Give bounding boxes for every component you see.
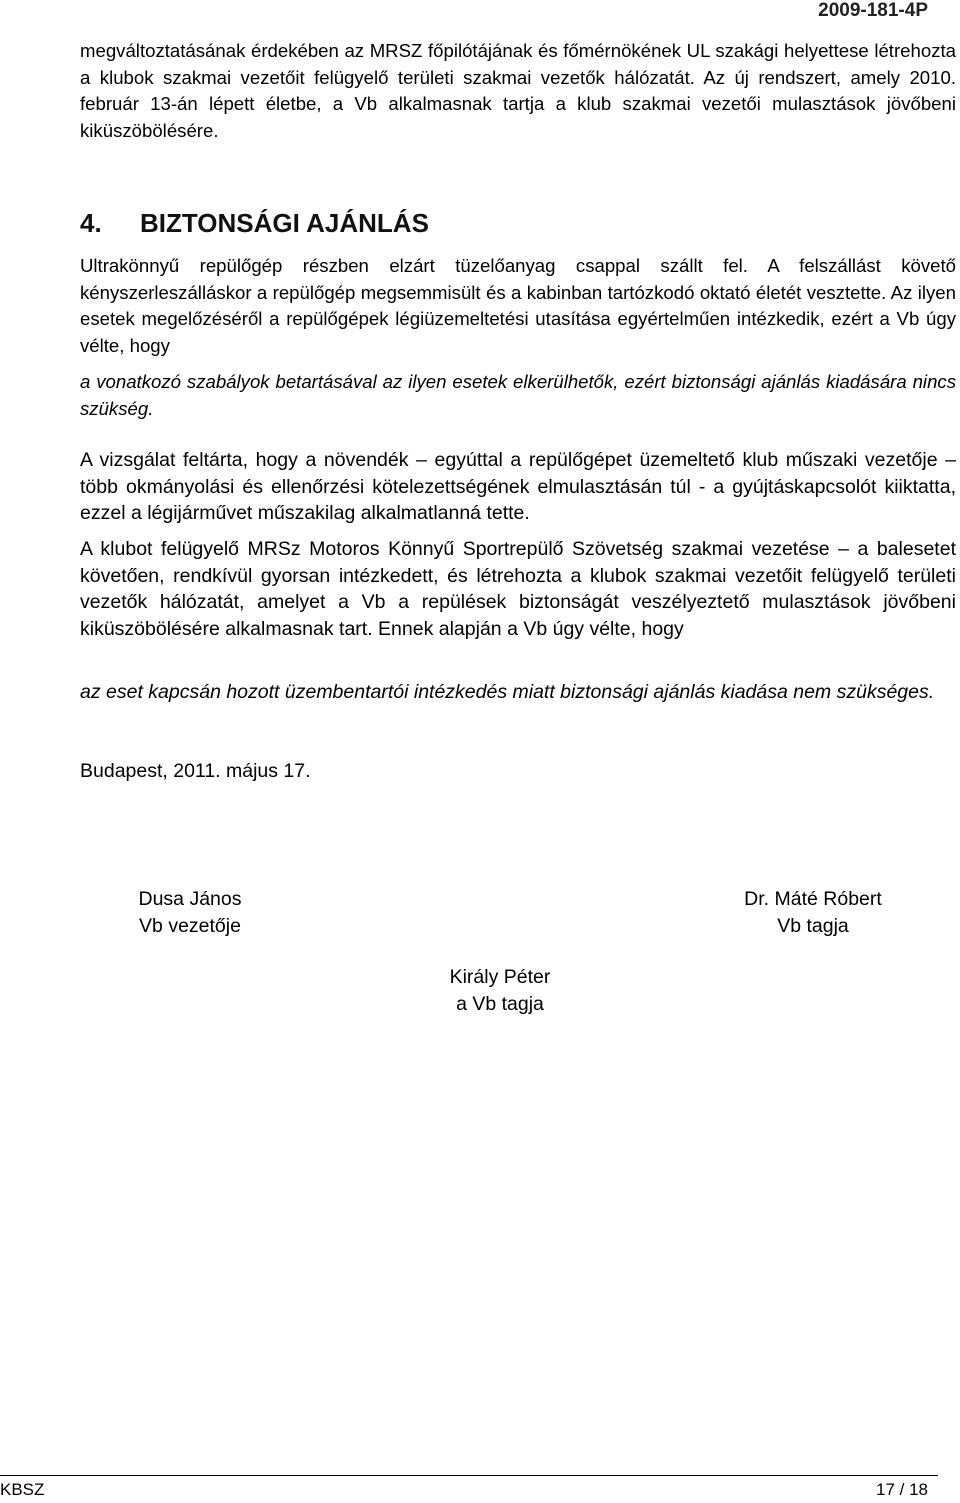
section-body [80, 253, 956, 359]
intro-paragraph: megváltoztatásának érdekében az MRSZ főpilótájának és főmérnökének UL szakági helyettese létrehozta a klubok szakmai vezetőit felügyelő területi szakmai vezetők hálózatát. Az új rendszert, amely 2010. február 13-án lépett életbe, a Vb alkalmasnak tartja a klub szakmai vezetői mulasztások jövőbeni kiküszöbölésére. [80, 40, 956, 141]
signature-2 [718, 886, 908, 939]
signature-role: a Vb tagja [456, 992, 544, 1015]
conclusion-2-block [80, 679, 956, 706]
footer-divider [0, 1475, 938, 1476]
paragraph-3-block [80, 536, 956, 642]
section-title: BIZTONSÁGI AJÁNLÁS [140, 208, 429, 238]
signature-name: Dusa János [138, 888, 242, 910]
signature-1 [110, 886, 270, 939]
recommendation-paragraph-2: A vizsgálat feltárta, hogy a növendék – egyúttal a repülőgépet üzemeltető klub műszaki vezetője – több okmányolási és ellenőrzési kötelezettségének elmulasztásán túl - a gyújtáskapcsolót kiiktatta, ezzel a légijárművet műszakilag alkalmatlanná tette. [80, 449, 956, 524]
signature-3 [415, 964, 585, 1017]
paragraph-2-block [80, 447, 956, 527]
intro-block [80, 38, 956, 144]
recommendation-paragraph-3: A klubot felügyelő MRSz Motoros Könnyű Sportrepülő Szövetség szakmai vezetése – a balesetet követően, rendkívül gyorsan intézkedett, és létrehozta a klubok szakmai vezetőit felügyelő területi vezetők hálózatát, amelyet a Vb a repülések biztonságát veszélyeztető mulasztások jövőbeni kiküszöbölésére alkalmasnak tart. Ennek alapján a Vb úgy vélte, hogy [80, 538, 956, 640]
conclusion-1: a vonatkozó szabályok betartásával az ilyen esetek elkerülhetők, ezért biztonsági ajánlás kiadására nincs szükség. [80, 371, 956, 419]
conclusion-2: az eset kapcsán hozott üzembentartói intézkedés miatt biztonsági ajánlás kiadása nem szükséges. [80, 681, 935, 703]
conclusion-1-block [80, 369, 956, 422]
signature-role: Vb vezetője [139, 914, 241, 937]
signature-name: Dr. Máté Róbert [744, 888, 882, 910]
section-number: 4. [80, 208, 102, 238]
place-date-block [80, 758, 956, 785]
document-id: 2009-181-4P [818, 0, 928, 21]
place-date: Budapest, 2011. május 17. [80, 760, 311, 782]
recommendation-paragraph-1: Ultrakönnyű repülőgép részben elzárt tüzelőanyag csappal szállt fel. A felszállást követő kényszerleszálláskor a repülőgép megsemmisült és a kabinban tartózkodó oktató életét vesztette. Az ilyen esetek megelőzéséről a repülőgépek légiüzemeltetési utasítása egyértelműen intézkedik, ezért a Vb úgy vélte, hogy [80, 255, 956, 356]
signature-role: Vb tagja [777, 914, 849, 937]
footer-org: KBSZ [0, 1480, 45, 1499]
footer-page-number: 17 / 18 [876, 1480, 928, 1499]
section-heading [80, 208, 429, 239]
signature-name: Király Péter [449, 966, 551, 988]
